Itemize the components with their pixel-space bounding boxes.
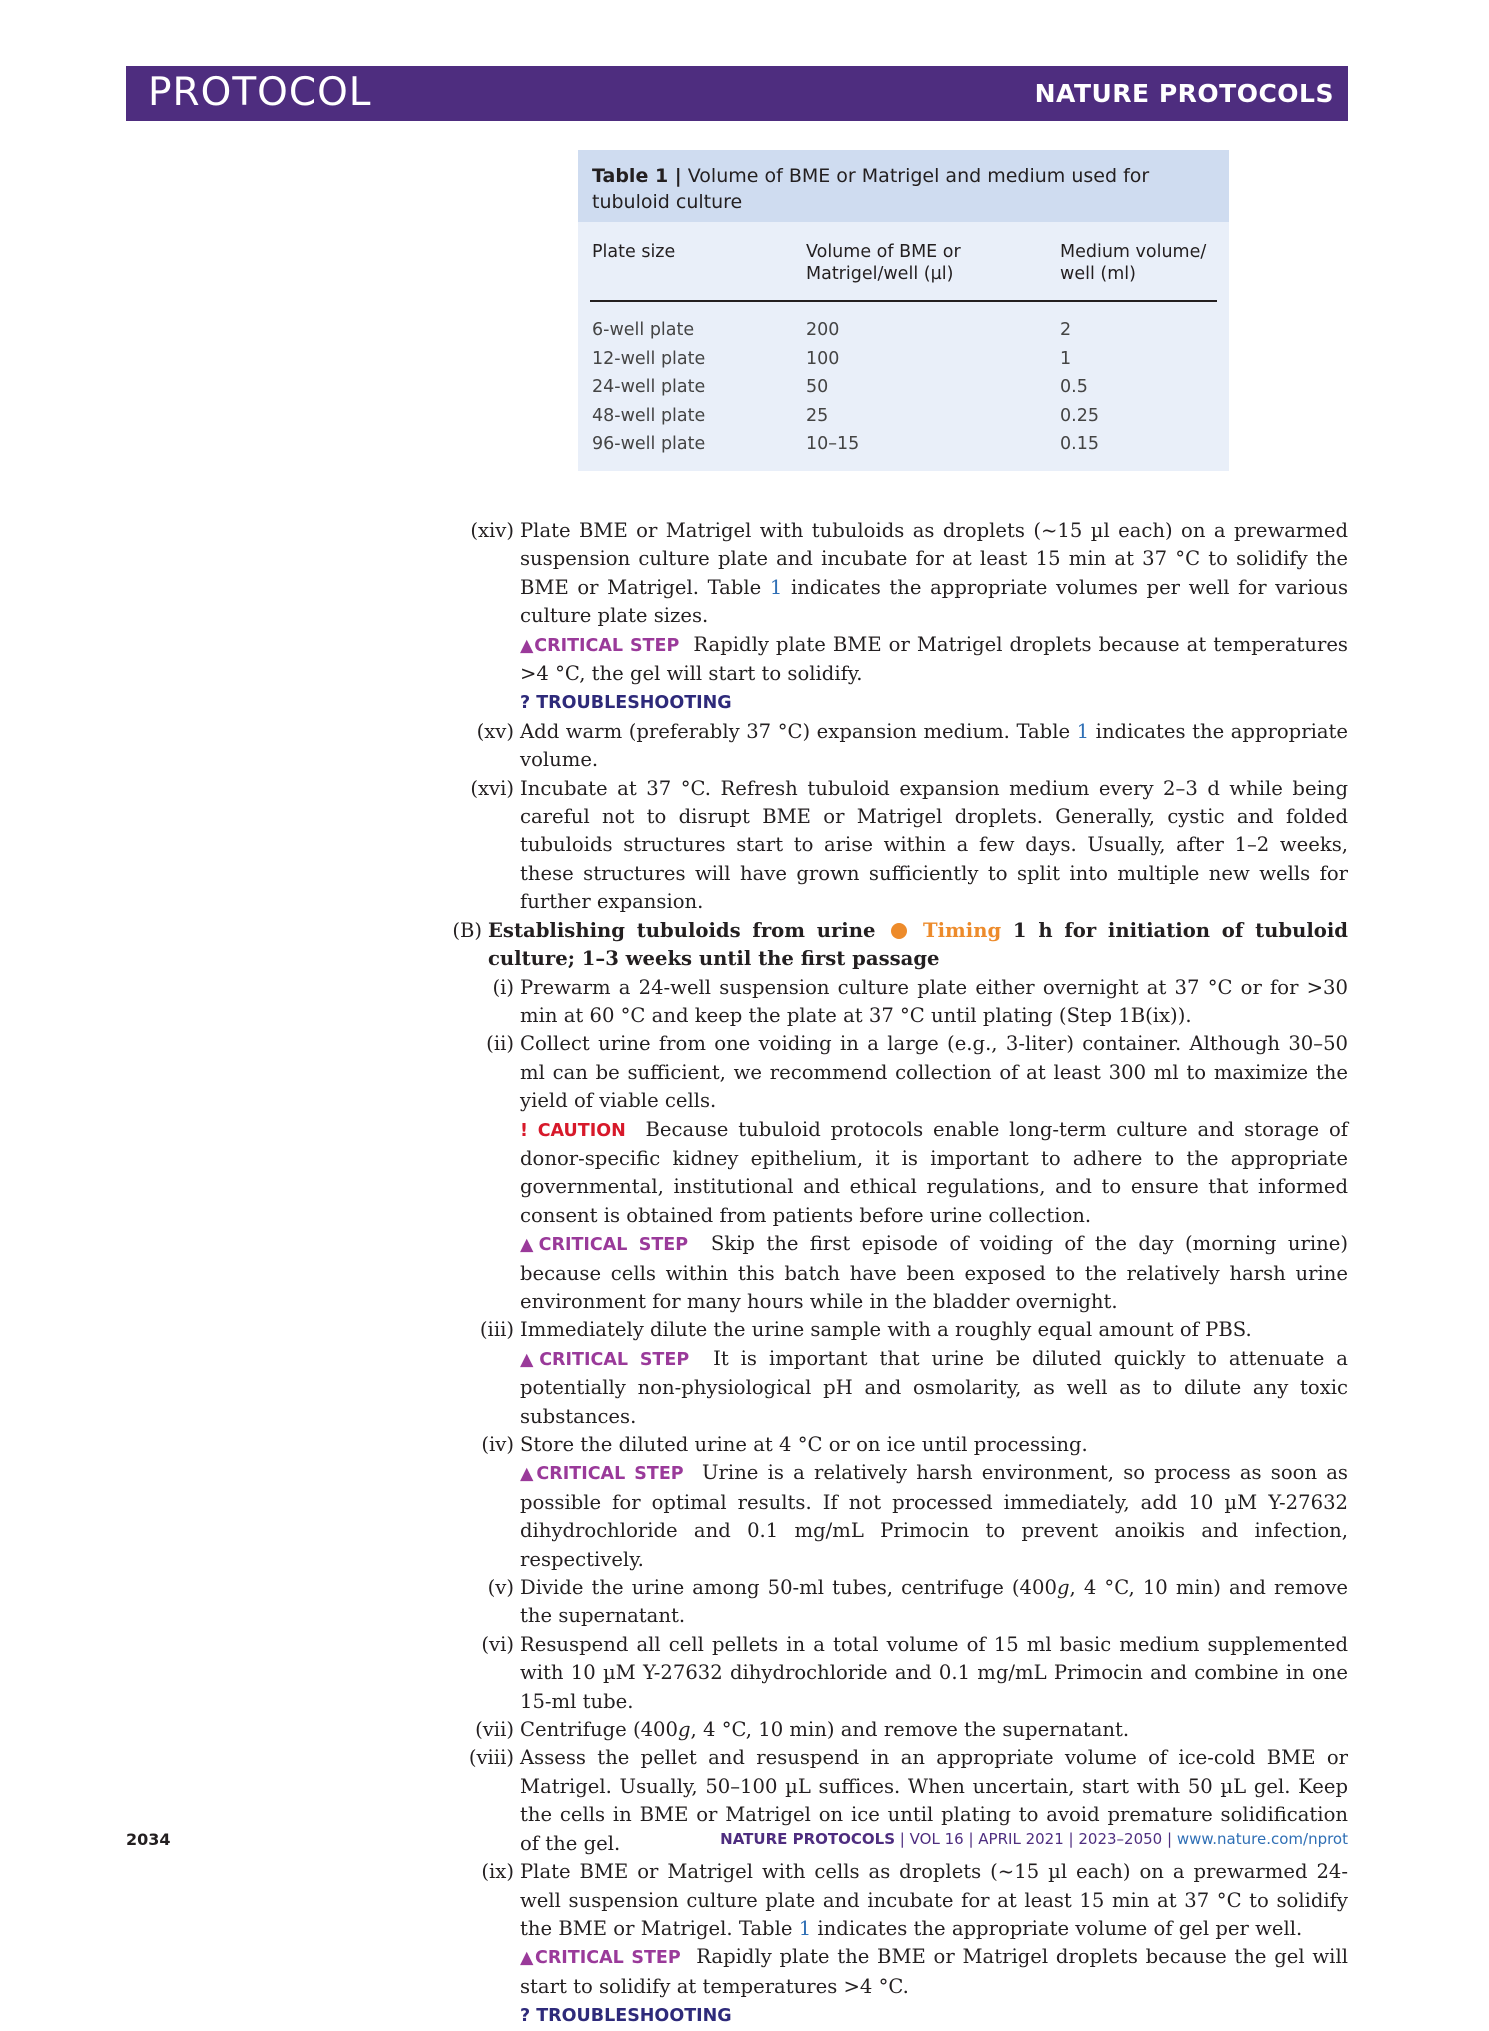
timing-label: Timing <box>923 918 1002 942</box>
table-cell: 48-well plate <box>592 406 706 426</box>
page-number: 2034 <box>126 1830 171 1849</box>
table-cell: 10–15 <box>806 434 860 454</box>
step-number: (iv) <box>481 1433 514 1456</box>
table-cell: 12-well plate <box>592 349 706 369</box>
table-cell: 2 <box>1060 320 1072 340</box>
troubleshooting-link[interactable]: ? TROUBLESHOOTING <box>520 2006 732 2027</box>
protocol-steps <box>440 517 1348 2031</box>
step-b-vi: (vi) Resuspend all cell pellets in a total volume of 15 ml basic medium supplemented with 10 µM Y-27632 dihydrochloride and 0.1 mg/mL Primocin and combine in one 15-ml tube. <box>440 1631 1348 1716</box>
section-b-heading <box>440 917 1348 974</box>
table-title: Volume of BME or Matrigel and medium used for tubuloid culture <box>592 165 1150 213</box>
running-header <box>126 66 1348 121</box>
footer-journal: NATURE PROTOCOLS <box>720 1830 896 1848</box>
table-cell: 6-well plate <box>592 320 695 340</box>
step-b-ii: (ii) Collect urine from one voiding in a large (e.g., 3-liter) container. Although 30–50 ml can be sufficient, we recommend collection of at least 300 ml to maximize the yield of viable cells. ! CAUTION Because tubuloid protocols enable long-term culture and storage of donor-specific kidney epithelium, it is important to adhere to the appropriate governmental, institutional and ethical regulations, and to ensure that informed consent is obtained from patients before urine collection. ▲CRITICAL STEP Skip the first episode of voiding of the day (morning urine) because cells within this batch have been exposed to the relatively harsh urine environment for many hours while in the bladder overnight. <box>440 1030 1348 1316</box>
table-caption <box>578 150 1229 222</box>
table-cell: 200 <box>806 320 840 340</box>
column-header-bme-volume: Volume of BME or Matrigel/well (µl) <box>806 242 961 284</box>
step-a-xv: (xv) Add warm (preferably 37 °C) expansion medium. Table 1 indicates the appropriate volume. <box>440 718 1348 775</box>
section-number: (B) <box>452 918 482 942</box>
table-cell: 24-well plate <box>592 377 706 397</box>
critical-step-label: ▲CRITICAL STEP <box>520 1948 681 1969</box>
step-b-v: (v) Divide the urine among 50-ml tubes, centrifuge (400g, 4 °C, 10 min) and remove the supernatant. <box>440 1574 1348 1631</box>
table-ref-link[interactable]: 1 <box>798 1916 812 1940</box>
critical-step-label: ▲CRITICAL STEP <box>520 635 680 656</box>
section-title: Establishing tubuloids from urine <box>488 918 876 942</box>
troubleshooting-link[interactable]: ? TROUBLESHOOTING <box>520 693 732 714</box>
step-number: (vi) <box>481 1632 514 1656</box>
table-label: Table 1 | <box>592 165 682 187</box>
step-b-iv: (iv) Store the diluted urine at 4 °C or on ice until processing. ▲CRITICAL STEP Urine is a relatively harsh environment, so process as soon as possible for optimal results. If not processed immediately, add 10 µM Y-27632 dihydrochloride and 0.1 mg/mL Primocin to prevent anoikis and infection, respectively. <box>440 1431 1348 1574</box>
step-number: (vii) <box>475 1718 514 1742</box>
table-1 <box>578 150 1229 471</box>
table-cell: 25 <box>806 406 829 426</box>
journal-name: NATURE PROTOCOLS <box>1034 79 1334 108</box>
column-header-plate-size: Plate size <box>592 242 676 262</box>
step-b-i: (i) Prewarm a 24-well suspension culture plate either overnight at 37 °C or for >30 min at 60 °C and keep the plate at 37 °C until plating (Step 1B(ix)). <box>440 974 1348 1031</box>
step-number: (ii) <box>486 1032 514 1056</box>
step-number: (xvi) <box>470 776 514 800</box>
critical-step-label: ▲CRITICAL STEP <box>520 1464 684 1485</box>
step-number: (v) <box>487 1576 514 1600</box>
step-number: (xv) <box>476 719 514 743</box>
step-number: (xiv) <box>470 519 514 542</box>
section-label: PROTOCOL <box>148 70 372 115</box>
critical-step-label: ▲CRITICAL STEP <box>520 1349 690 1370</box>
table-cell: 100 <box>806 349 840 369</box>
step-b-iii: (iii) Immediately dilute the urine sample with a roughly equal amount of PBS. ▲CRITICAL STEP It is important that urine be diluted quickly to attenuate a potentially non-physiological pH and osmolarity, as well as to dilute any toxic substances. <box>440 1316 1348 1431</box>
timing-icon <box>891 923 907 939</box>
table-cell: 0.15 <box>1060 434 1099 454</box>
table-ref-link[interactable]: 1 <box>769 575 783 599</box>
table-rule <box>590 300 1217 302</box>
step-number: (viii) <box>468 1746 514 1770</box>
step-b-vii: (vii) Centrifuge (400g, 4 °C, 10 min) and remove the supernatant. <box>440 1716 1348 1744</box>
table-cell: 0.25 <box>1060 406 1099 426</box>
table-cell: 96-well plate <box>592 434 706 454</box>
caution-label: ! CAUTION <box>520 1120 626 1141</box>
step-a-xiv: (xiv) Plate BME or Matrigel with tubuloids as droplets (~15 µl each) on a prewarmed suspension culture plate and incubate for at least 15 min at 37 °C to solidify the BME or Matrigel. Table 1 indicates the appropriate volumes per well for various culture plate sizes. ▲CRITICAL STEP Rapidly plate BME or Matrigel droplets because at temperatures >4 °C, the gel will start to solidify. ? TROUBLESHOOTING <box>440 517 1348 718</box>
step-b-viii: (viii) Assess the pellet and resuspend in an appropriate volume of ice-cold BME or Matrigel. Usually, 50–100 µL suffices. When uncertain, start with 50 µL gel. Keep the cells in BME or Matrigel on ice until plating to avoid premature solidification of the gel. <box>440 1744 1348 1858</box>
timing-text: 1 h for initiation of tubuloid culture; 1–3 weeks until the first passage <box>488 918 1348 971</box>
footer-citation: NATURE PROTOCOLS | VOL 16 | APRIL 2021 | 2023–2050 | www.nature.com/nprot <box>720 1830 1348 1848</box>
journal-url-link[interactable]: www.nature.com/nprot <box>1176 1830 1348 1848</box>
table-cell: 50 <box>806 377 829 397</box>
step-number: (iii) <box>479 1318 514 1342</box>
step-number: (ix) <box>481 1860 514 1884</box>
step-b-ix: (ix) Plate BME or Matrigel with cells as droplets (~15 µl each) on a prewarmed 24-well suspension culture plate and incubate for at least 15 min at 37 °C to solidify the BME or Matrigel. Table 1 indicates the appropriate volume of gel per well. ▲CRITICAL STEP Rapidly plate the BME or Matrigel droplets because the gel will start to solidify at temperatures >4 °C. ? TROUBLESHOOTING <box>440 1858 1348 2030</box>
table-ref-link[interactable]: 1 <box>1076 719 1090 743</box>
column-header-medium-volume: Medium volume/ well (ml) <box>1060 242 1207 284</box>
step-a-xvi: (xvi) Incubate at 37 °C. Refresh tubuloid expansion medium every 2–3 d while being careful not to disrupt BME or Matrigel droplets. Generally, cystic and folded tubuloids structures start to arise within a few days. Usually, after 1–2 weeks, these structures will have grown sufficiently to split into multiple new wells for further expansion. <box>440 775 1348 917</box>
step-number: (i) <box>492 975 514 999</box>
critical-step-label: ▲CRITICAL STEP <box>520 1235 689 1256</box>
table-cell: 0.5 <box>1060 377 1088 397</box>
table-cell: 1 <box>1060 349 1072 369</box>
